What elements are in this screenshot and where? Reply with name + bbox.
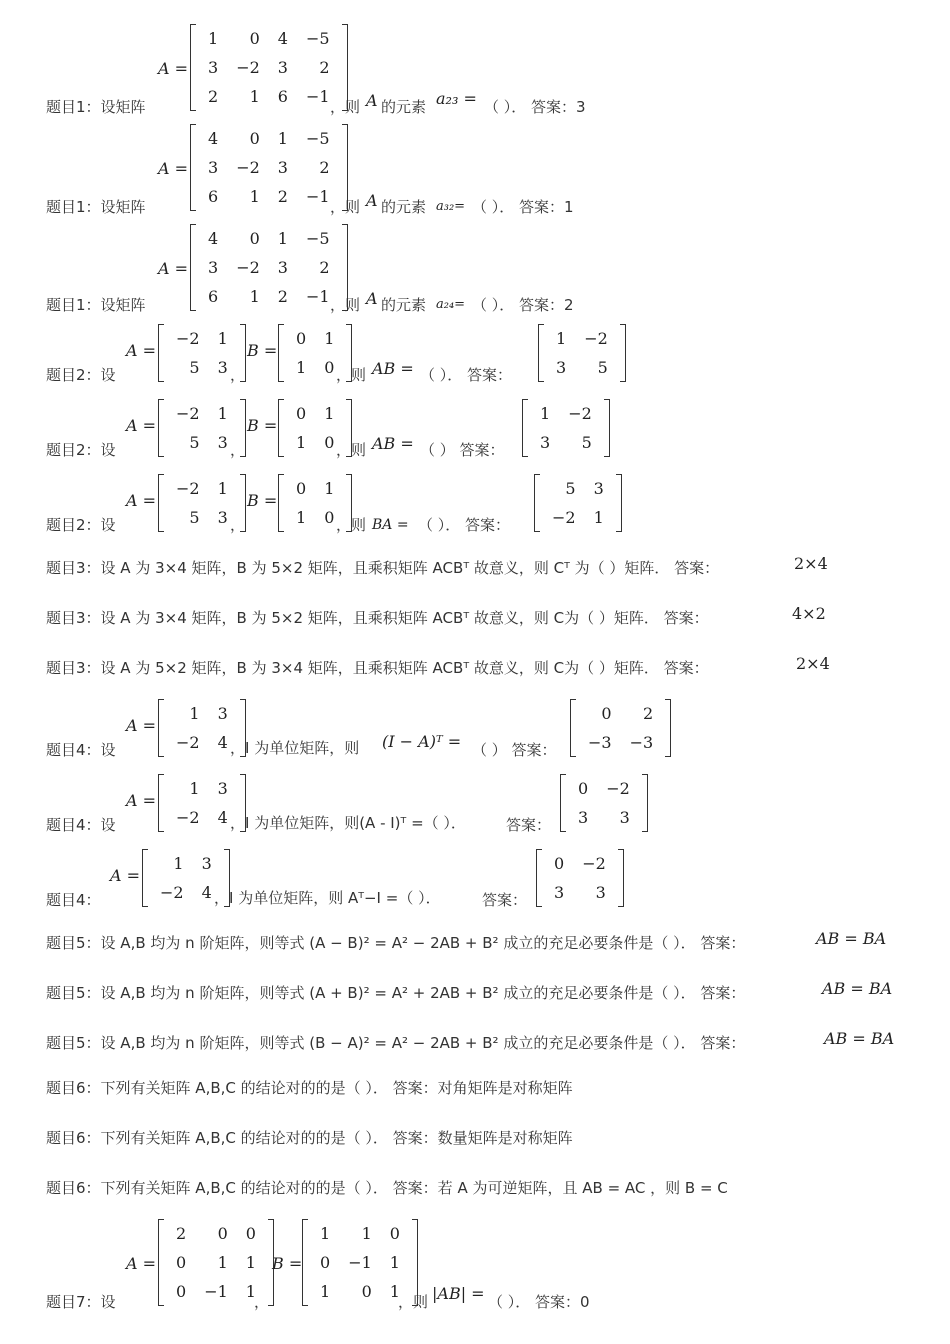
matrix-cell: 3 [217,358,228,377]
matrix-cell: 3 [593,479,604,498]
cell: −1 [305,187,330,206]
question-text: 题目6：下列有关矩阵 A,B,C 的结论对的的是（ ）． 答案：数量矩阵是对称矩阵 [46,1129,573,1147]
matrix-a-label: A = [158,259,189,278]
question-3c [0,655,950,685]
answer-value: 2×4 [796,654,830,673]
matrix-cell: 1 [320,1282,331,1301]
cell: 1 [249,87,260,106]
text-mid: 的元素 [381,198,427,216]
matrix-cell: −2 [176,329,200,348]
cell: 3 [208,258,219,277]
question-5b [0,980,950,1010]
matrix-cell: 1 [556,329,567,348]
cell: 2 [319,158,330,177]
text-pre: ，则 [330,198,361,216]
matrix-cell: 0 [217,1224,228,1243]
matrix-cell: 1 [389,1282,400,1301]
answer-text: （ ）． 答案： [420,366,513,384]
matrix-cell: 3 [217,779,228,798]
matrix-cell: 0 [324,508,335,527]
question-label: 题目2：设 [46,366,116,384]
cell: 1 [249,187,260,206]
cell: −1 [305,287,330,306]
matrix-cell: −2 [582,854,606,873]
matrix-cell: 5 [581,433,592,452]
question-label: 题目7：设 [46,1293,116,1311]
question-label: 题目2：设 [46,516,116,534]
question-label: 题目1：设矩阵 [46,296,146,314]
cell: 4 [208,229,219,248]
matrix-cell: 0 [324,433,335,452]
matrix-cell: 1 [540,404,551,423]
matrix-cell: 3 [217,508,228,527]
question-label: 题目1：设矩阵 [46,98,146,116]
answer-text: 答案： [482,891,528,909]
question-6a [0,1075,950,1105]
cell: 3 [208,58,219,77]
matrix-ref: A [366,191,378,210]
question-label: 题目4：设 [46,816,116,834]
answer-matrix [534,474,622,532]
matrix-cell: −3 [629,733,654,752]
matrix-b-label: B = [247,341,278,360]
matrix-cell: 3 [540,433,551,452]
matrix-cell: 1 [245,1253,256,1272]
matrix-cell: 1 [217,479,228,498]
question-7: A = 2 0 0 0 1 1 0 −1 1 ， B = 1 1 0 0 −1 1 1 0 1 题目7：设 ，则 |AB| = （ ）． 答案：0 [0,1215,950,1315]
question-text: 题目3：设 A 为 5×2 矩阵，B 为 3×4 矩阵，且乘积矩阵 ACBᵀ 故意义，则 C为（ ）矩阵． 答案： [46,659,709,677]
question-label: 题目4：设 [46,741,116,759]
question-6b [0,1125,950,1155]
matrix-cell: 0 [361,1282,372,1301]
answer-text: （ ）． 答案：0 [488,1293,590,1311]
matrix-cell: 0 [320,1253,331,1272]
question-4a: A = 1 3 −2 4 题目4：设 ，I 为单位矩阵，则 (I − A)ᵀ = （ ） 答案： 0 2 −3 −3 [0,695,950,770]
text-pre: ，则 [330,296,361,314]
matrix-cell: 5 [189,508,200,527]
cell: 2 [277,187,288,206]
matrix-cell: 1 [217,329,228,348]
matrix-cell: 0 [578,779,589,798]
matrix-cell: −2 [568,404,592,423]
text-pre: ，则 [330,98,361,116]
answer-value: AB = BA [822,979,893,998]
matrix-cell: 0 [296,329,307,348]
matrix-cell: 0 [554,854,565,873]
cell: −2 [236,258,260,277]
answer-value: AB = BA [816,929,887,948]
question-label: 题目1：设矩阵 [46,198,146,216]
matrix-cell: 1 [245,1282,256,1301]
question-text: 题目3：设 A 为 3×4 矩阵，B 为 5×2 矩阵，且乘积矩阵 ACBᵀ 故意义，则 Cᵀ 为（ ）矩阵． 答案： [46,559,720,577]
element-ref: a₃₂= [436,199,466,214]
matrix-cell: −1 [348,1253,372,1272]
matrix-cell: 3 [217,433,228,452]
answer-text: （ ）． 答案：2 [472,296,574,314]
question-label: 题目2：设 [46,441,116,459]
element-ref: a₂₃ = [436,89,477,108]
matrix-cell: −2 [584,329,608,348]
matrix-cell: 2 [643,704,654,723]
matrix-cell: 1 [217,404,228,423]
matrix-cell: −2 [160,883,184,902]
answer-text: （ ） 答案： [472,741,557,759]
matrix-a-label: A = [158,59,189,78]
answer-text: 答案： [506,816,552,834]
matrix-cell: 3 [201,854,212,873]
matrix-cell: 3 [578,808,589,827]
answer-text: （ ）． 答案： [418,516,511,534]
answer-value: AB = BA [824,1029,895,1048]
matrix-cell: 1 [189,779,200,798]
matrix-cell: 0 [245,1224,256,1243]
question-text: 题目6：下列有关矩阵 A,B,C 的结论对的的是（ ）． 答案：对角矩阵是对称矩阵 [46,1079,573,1097]
question-5a [0,930,950,960]
matrix-cell: 0 [176,1282,187,1301]
question-6c [0,1175,950,1205]
cell: 4 [208,129,219,148]
matrix-cell: 1 [296,358,307,377]
question-2b: A = −2 1 5 3 ， B = 0 1 1 0 题目2：设 ，则 AB = （ ） 答案： 1 −2 3 5 [0,395,950,470]
matrix-cell: −1 [204,1282,228,1301]
cell: 1 [277,229,288,248]
question-text: 题目5：设 A,B 均为 n 阶矩阵，则等式 (A − B)² = A² − 2AB + B² 成立的充足必要条件是（ ）． 答案： [46,934,746,952]
matrix-ref: A [366,289,378,308]
cell: 3 [277,158,288,177]
cell: 6 [277,87,288,106]
answer-text: （ ） 答案： [420,441,505,459]
element-ref: a₂₄= [436,297,466,312]
answer-text: （ ）． 答案：1 [472,198,574,216]
matrix-cell: 0 [296,479,307,498]
matrix-a-label: A = [126,341,157,360]
cell: 6 [208,287,219,306]
question-text: 题目5：设 A,B 均为 n 阶矩阵，则等式 (A + B)² = A² + 2AB + B² 成立的充足必要条件是（ ）． 答案： [46,984,746,1002]
determinant-expr: |AB| = [432,1284,485,1303]
matrix-cell: −2 [176,479,200,498]
answer-value: 2×4 [794,554,828,573]
cell: 4 [277,29,288,48]
matrix-cell: 1 [593,508,604,527]
answer-matrix [538,324,626,382]
matrix-cell: 1 [361,1224,372,1243]
matrix-cell: 0 [324,358,335,377]
matrix-cell: −2 [176,404,200,423]
cell: 2 [277,287,288,306]
question-4c: A = 1 3 −2 4 题目4： ，I 为单位矩阵，则 Aᵀ−I =（ ）． 答案： 0 −2 3 3 [0,845,950,920]
question-3a [0,555,950,585]
matrix-cell: 1 [324,404,335,423]
cell: −1 [305,87,330,106]
matrix-cell: 5 [565,479,576,498]
matrix-cell: 5 [189,358,200,377]
text-mid: 的元素 [381,296,427,314]
cell: 0 [249,129,260,148]
cell: 1 [249,287,260,306]
matrix-cell: 4 [217,808,228,827]
cell: 6 [208,187,219,206]
matrix-cell: 3 [619,808,630,827]
cell: 0 [249,229,260,248]
matrix-cell: 0 [296,404,307,423]
question-3b [0,605,950,635]
cell: −2 [236,158,260,177]
answer-matrix [560,774,648,832]
matrix-cell: 3 [595,883,606,902]
matrix-cell: 1 [324,479,335,498]
cell: 3 [277,58,288,77]
matrix-a [190,24,348,111]
matrix-cell: 1 [296,508,307,527]
matrix-ref: A [366,91,378,110]
cell: 3 [277,258,288,277]
matrix-cell: 1 [389,1253,400,1272]
answer-matrix [570,699,671,757]
question-1b [0,120,950,220]
matrix-cell: −2 [176,808,200,827]
question-1c [0,220,950,320]
matrix-a-label: A = [158,159,189,178]
matrix-cell: 2 [176,1224,187,1243]
matrix-cell: 1 [217,1253,228,1272]
cell: 2 [319,58,330,77]
matrix-cell: −2 [176,733,200,752]
question-1a [0,20,950,120]
answer-value: 4×2 [792,604,826,623]
question-text: 题目6：下列有关矩阵 A,B,C 的结论对的的是（ ）． 答案：若 A 为可逆矩阵，且 AB = AC ，则 B = C [46,1179,728,1197]
matrix-cell: −3 [588,733,612,752]
question-2c: A = −2 1 5 3 ， B = 0 1 1 0 题目2：设 ，则 BA = （ ）． 答案： 5 3 −2 1 [0,470,950,545]
matrix-cell: 1 [173,854,184,873]
matrix-cell: 5 [189,433,200,452]
answer-matrix [536,849,624,907]
answer-matrix [522,399,610,457]
matrix-cell: 1 [296,433,307,452]
matrix-cell: 1 [189,704,200,723]
answer-text: （ ）． 答案：3 [484,98,586,116]
question-text: 题目5：设 A,B 均为 n 阶矩阵，则等式 (B − A)² = A² − 2AB + B² 成立的充足必要条件是（ ）． 答案： [46,1034,746,1052]
matrix-cell: 4 [217,733,228,752]
matrix-cell: 0 [601,704,612,723]
cell: −5 [305,29,330,48]
matrix-cell: −2 [606,779,630,798]
matrix-cell: 0 [176,1253,187,1272]
cell: 1 [277,129,288,148]
cell: −5 [305,229,330,248]
matrix-cell: 5 [597,358,608,377]
matrix-cell: 4 [201,883,212,902]
question-4b: A = 1 3 −2 4 题目4：设 ，I 为单位矩阵，则(A - I)ᵀ =（ ）． 答案： 0 −2 3 3 [0,770,950,845]
text-mid: 的元素 [381,98,427,116]
matrix-a [190,224,348,311]
product-expr: AB = [372,359,414,378]
cell: 2 [319,258,330,277]
cell: 2 [208,87,219,106]
question-5c [0,1030,950,1060]
matrix-cell: 3 [556,358,567,377]
question-2a: A = −2 1 5 3 ， B = 0 1 1 0 题目2：设 ，则 AB = （ ）． 答案： 1 −2 3 5 [0,320,950,395]
cell: −2 [236,58,260,77]
cell: 3 [208,158,219,177]
cell: −5 [305,129,330,148]
matrix-cell: 1 [320,1224,331,1243]
question-label: 题目4： [46,891,101,909]
matrix-cell: 3 [554,883,565,902]
matrix-a [190,124,348,211]
matrix-cell: 3 [217,704,228,723]
matrix-cell: 1 [324,329,335,348]
question-text: 题目3：设 A 为 3×4 矩阵，B 为 5×2 矩阵，且乘积矩阵 ACBᵀ 故意义，则 C为（ ）矩阵． 答案： [46,609,709,627]
cell: 0 [249,29,260,48]
matrix-cell: −2 [552,508,576,527]
cell: 1 [208,29,219,48]
matrix-cell: 0 [389,1224,400,1243]
